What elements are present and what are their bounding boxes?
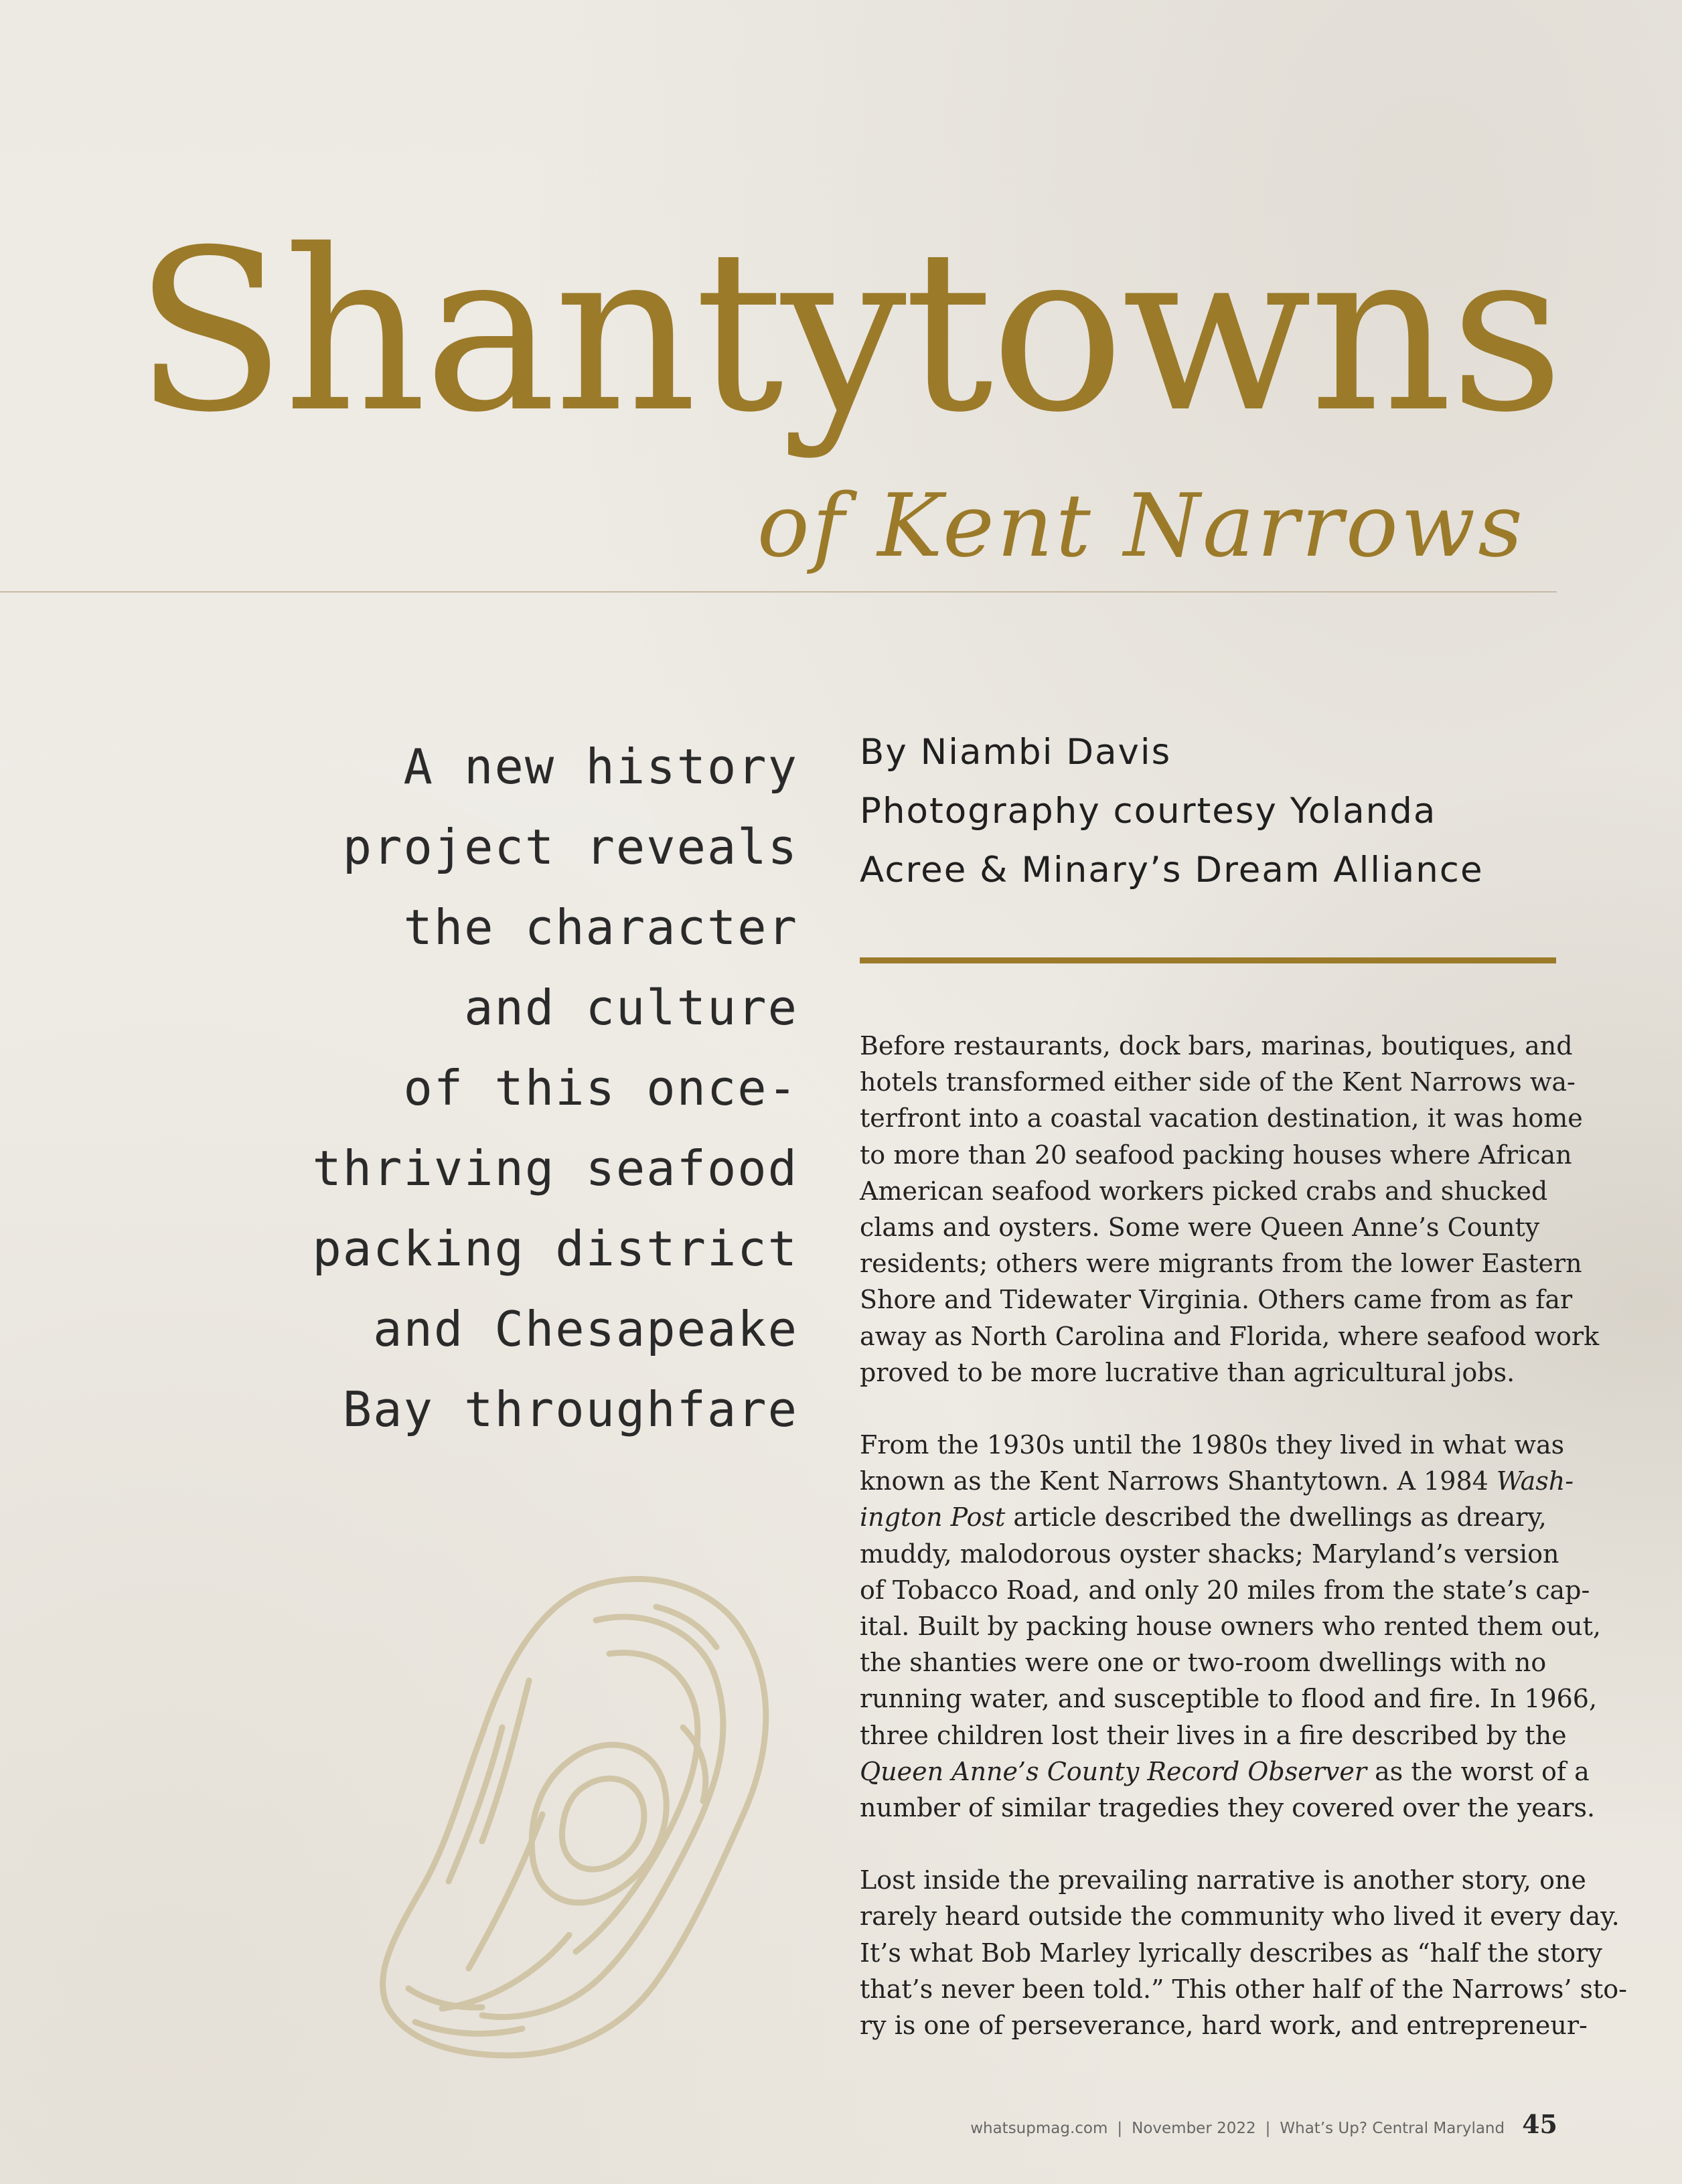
body-line: number of similar tragedies they covered over the years. bbox=[860, 1793, 1596, 1823]
body-line: running water, and susceptible to flood and fire. In 1966, bbox=[860, 1684, 1598, 1714]
body-line: to more than 20 seafood packing houses where African bbox=[860, 1140, 1572, 1170]
article-body bbox=[860, 1028, 1628, 2080]
footer-website: whatsupmag.com bbox=[970, 2120, 1108, 2137]
body-line: It’s what Bob Marley lyrically describes as “half the story bbox=[860, 1938, 1602, 1968]
photo-credit-line: Photography courtesy Yolanda bbox=[860, 791, 1437, 832]
page-footer bbox=[970, 2109, 1557, 2139]
dek-line: the character bbox=[403, 899, 798, 955]
publication-name: ington Post bbox=[860, 1502, 1006, 1533]
dek-line: thriving seafood bbox=[312, 1140, 798, 1196]
body-line: American seafood workers picked crabs and shucked bbox=[860, 1176, 1548, 1206]
body-line: Before restaurants, dock bars, marinas, boutiques, and bbox=[860, 1031, 1573, 1061]
body-text-run: known as the Kent Narrows Shantytown. A 1984 bbox=[860, 1466, 1497, 1496]
dek-line: of this once- bbox=[403, 1060, 798, 1116]
body-line: From the 1930s until the 1980s they lived in what was bbox=[860, 1430, 1565, 1460]
byline bbox=[860, 723, 1563, 900]
body-line bbox=[860, 1463, 1574, 1499]
title-divider bbox=[0, 591, 1557, 593]
body-line: residents; others were migrants from the lower Eastern bbox=[860, 1249, 1582, 1279]
dek-line: and Chesapeake bbox=[373, 1301, 798, 1357]
author-credit: By Niambi Davis bbox=[860, 732, 1172, 773]
page-number: 45 bbox=[1522, 2109, 1557, 2139]
paragraph-2 bbox=[860, 1427, 1601, 1826]
body-text-run: as the worst of a bbox=[1367, 1756, 1590, 1786]
body-line bbox=[860, 1753, 1590, 1790]
footer-publication: What’s Up? Central Maryland bbox=[1280, 2120, 1505, 2137]
footer-separator: | bbox=[1265, 2120, 1271, 2137]
dek bbox=[254, 726, 798, 1450]
dek-line: project reveals bbox=[342, 819, 798, 875]
publication-name: Wash- bbox=[1496, 1466, 1574, 1496]
footer-issue-date: November 2022 bbox=[1132, 2120, 1256, 2137]
body-line: ry is one of perseverance, hard work, and entrepreneur- bbox=[860, 2011, 1588, 2041]
body-line: muddy, malodorous oyster shacks; Maryland’s version bbox=[860, 1539, 1559, 1569]
paragraph-3 bbox=[860, 1862, 1628, 2043]
body-line: the shanties were one or two-room dwellings with no bbox=[860, 1648, 1547, 1678]
body-line: terfront into a coastal vacation destination, it was home bbox=[860, 1103, 1583, 1134]
dek-line: A new history bbox=[403, 738, 798, 795]
body-line: hotels transformed either side of the Kent Narrows wa- bbox=[860, 1067, 1576, 1097]
photo-credit-line: Acree & Minary’s Dream Alliance bbox=[860, 850, 1484, 890]
headline-title: Shantytowns bbox=[134, 203, 1561, 461]
body-text-run: article described the dwellings as dreary, bbox=[1005, 1502, 1547, 1533]
dek-line: Bay throughfare bbox=[342, 1381, 798, 1437]
body-line: Shore and Tidewater Virginia. Others came from as far bbox=[860, 1285, 1573, 1315]
body-line: away as North Carolina and Florida, where seafood work bbox=[860, 1321, 1600, 1351]
body-line: clams and oysters. Some were Queen Anne’s County bbox=[860, 1213, 1540, 1243]
body-line: ital. Built by packing house owners who rented them out, bbox=[860, 1612, 1601, 1642]
body-line: three children lost their lives in a fire described by the bbox=[860, 1720, 1567, 1750]
body-line: that’s never been told.” This other half of the Narrows’ sto- bbox=[860, 1974, 1628, 2004]
oyster-shell-illustration-icon bbox=[368, 1560, 837, 2069]
dek-line: and culture bbox=[464, 980, 798, 1036]
body-line: Lost inside the prevailing narrative is another story, one bbox=[860, 1865, 1586, 1895]
dek-line: packing district bbox=[312, 1221, 798, 1277]
byline-divider bbox=[860, 957, 1556, 963]
body-line: proved to be more lucrative than agricultural jobs. bbox=[860, 1357, 1515, 1387]
publication-name: Queen Anne’s County Record Observer bbox=[860, 1756, 1367, 1786]
footer-separator: | bbox=[1117, 2120, 1123, 2137]
paragraph-1 bbox=[860, 1028, 1600, 1391]
body-line bbox=[860, 1499, 1566, 1535]
headline-subtitle: of Kent Narrows bbox=[757, 475, 1525, 576]
body-line: rarely heard outside the community who lived it every day. bbox=[860, 1901, 1620, 1932]
body-line: of Tobacco Road, and only 20 miles from the state’s cap- bbox=[860, 1575, 1590, 1605]
